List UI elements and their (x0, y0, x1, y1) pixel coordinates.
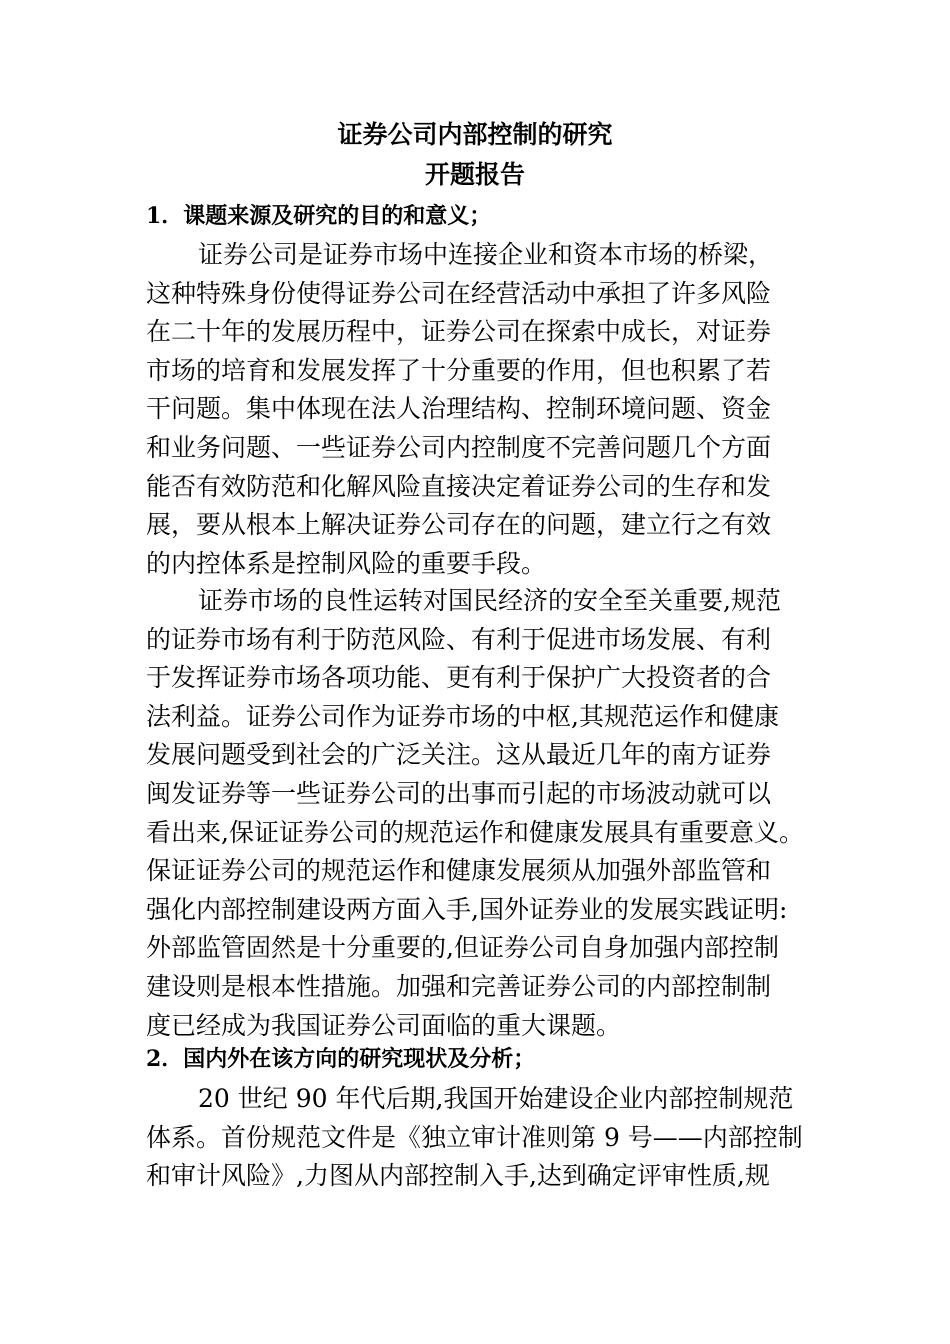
section-2-paragraph-1 (146, 1080, 826, 1196)
document-title: 证券公司内部控制的研究 (337, 120, 613, 149)
text-line: 在二十年的发展历程中，证券公司在探索中成长，对证券 (146, 317, 772, 347)
text-line: 市场的培育和发展发挥了十分重要的作用，但也积累了若 (146, 355, 772, 385)
text-line: 展，要从根本上解决证券公司存在的问题，建立行之有效 (146, 510, 772, 540)
text-line: 能否有效防范和化解风险直接决定着证券公司的生存和发 (146, 471, 772, 501)
text-line: 证券市场的良性运转对国民经济的安全至关重要,规范 (198, 586, 781, 615)
section-1-paragraph-2 (146, 582, 826, 1045)
text-line: 看出来,保证证券公司的规范运作和健康发展具有重要意义。 (146, 817, 804, 847)
text-line: 这种特殊身份使得证券公司在经营活动中承担了许多风险 (146, 278, 772, 308)
text-line: 体系。首份规范文件是《独立审计准则第 9 号——内部控制 (146, 1122, 803, 1152)
text-line: 和审计风险》,力图从内部控制入手,达到确定评审性质,规 (146, 1161, 770, 1191)
text-line: 度已经成为我国证券公司面临的重大课题。 (146, 1010, 622, 1040)
document-subtitle: 开题报告 (424, 160, 525, 189)
text-line: 闽发证券等一些证券公司的出事而引起的市场波动就可以 (146, 778, 772, 808)
text-line: 证券公司是证券市场中连接企业和资本市场的桥梁， (198, 240, 774, 269)
text-line: 法利益。证券公司作为证券市场的中枢,其规范运作和健康 (146, 701, 779, 731)
text-line: 和业务问题、一些证券公司内控制度不完善问题几个方面 (146, 432, 772, 462)
section-1-paragraph-1 (146, 236, 826, 583)
text-line: 干问题。集中体现在法人治理结构、控制环境问题、资金 (146, 394, 772, 424)
text-line: 外部监管固然是十分重要的,但证券公司自身加强内部控制 (146, 933, 779, 963)
text-line: 发展问题受到社会的广泛关注。这从最近几年的南方证券 (146, 740, 772, 770)
text-line: 建设则是根本性措施。加强和完善证券公司的内部控制制 (146, 971, 772, 1001)
text-line: 的证券市场有利于防范风险、有利于促进市场发展、有利 (146, 624, 772, 654)
text-line: 强化内部控制建设两方面入手,国外证券业的发展实践证明: (146, 894, 788, 924)
section-1-heading: 1．课题来源及研究的目的和意义； (146, 203, 492, 229)
text-line: 保证证券公司的规范运作和健康发展须从加强外部监管和 (146, 856, 772, 886)
text-line: 的内控体系是控制风险的重要手段。 (146, 548, 547, 578)
section-2-heading: 2．国内外在该方向的研究现状及分析； (146, 1046, 536, 1072)
text-line: 20 世纪 90 年代后期,我国开始建设企业内部控制规范 (198, 1084, 794, 1113)
text-line: 于发挥证券市场各项功能、更有利于保护广大投资者的合 (146, 663, 772, 693)
